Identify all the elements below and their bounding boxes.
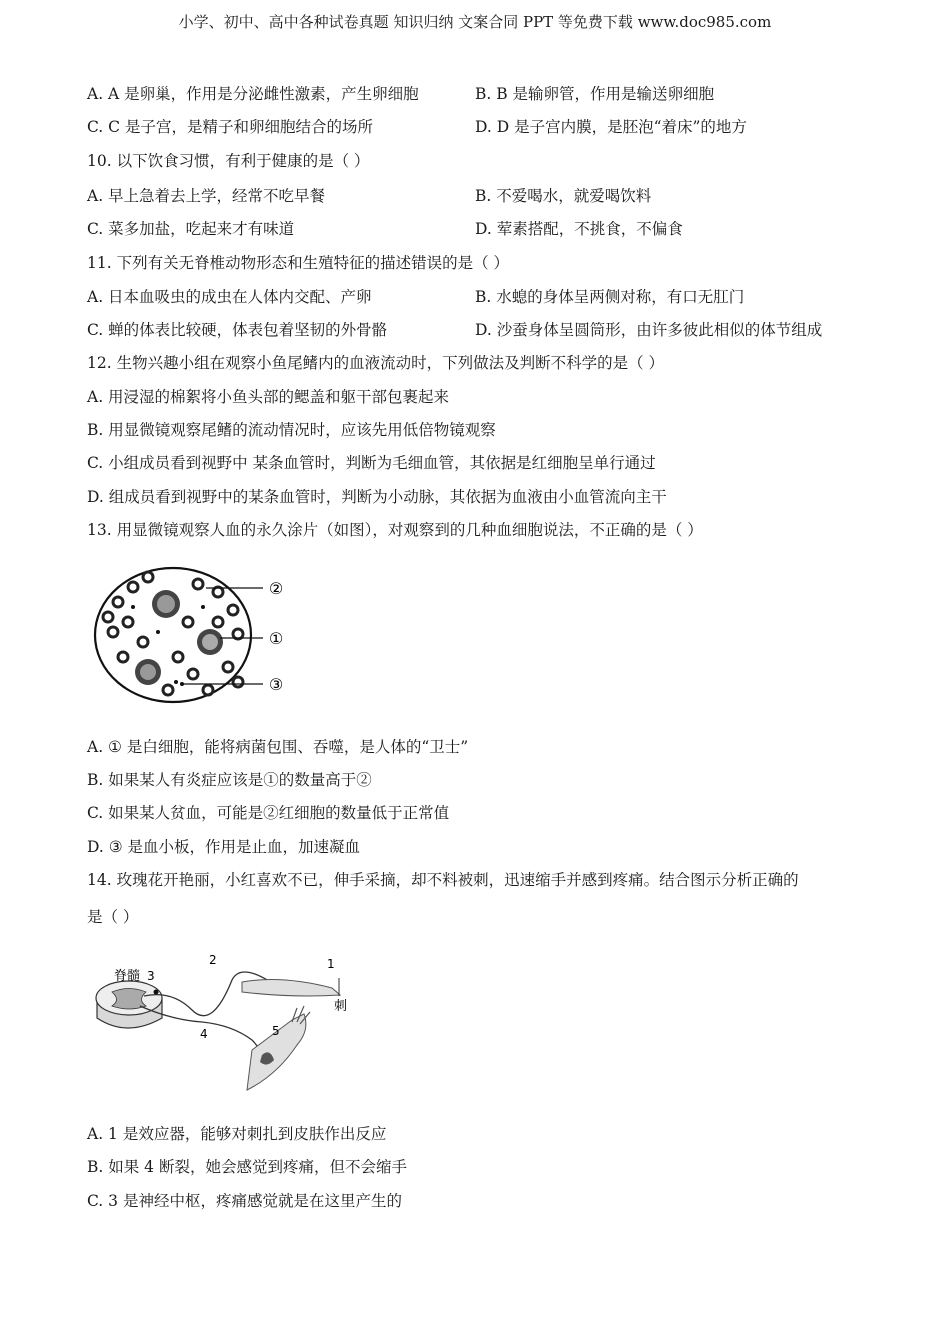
q11-option-d: D. 沙蚕身体呈圆筒形，由许多彼此相似的体节组成: [475, 321, 823, 339]
q12-option-a: A. 用浸湿的棉絮将小鱼头部的鳃盖和躯干部包裹起来: [87, 388, 450, 406]
q11-option-a: A. 日本血吸虫的成虫在人体内交配、产卵: [87, 288, 372, 306]
label-1: 1: [327, 957, 335, 971]
spinal-cord: [96, 981, 162, 1028]
label-2: ②: [268, 579, 284, 598]
q14-option-c: C. 3 是神经中枢，疼痛感觉就是在这里产生的: [87, 1192, 402, 1210]
q10-option-b: B. 不爱喝水，就爱喝饮料: [475, 187, 652, 205]
page-header: 小学、初中、高中各种试卷真题 知识归纳 文案合同 PPT 等免费下载 www.doc985.com: [178, 13, 772, 31]
q13-stem: 13. 用显微镜观察人血的永久涂片（如图），对观察到的几种血细胞说法，不正确的是（ ）: [87, 521, 703, 539]
label-5: 5: [272, 1024, 280, 1038]
q12-option-c: C. 小组成员看到视野中 某条血管时，判断为毛细血管，其依据是红细胞呈单行通过: [87, 454, 656, 472]
q10-stem: 10. 以下饮食习惯，有利于健康的是（ ）: [87, 152, 370, 170]
q13-option-b: B. 如果某人有炎症应该是①的数量高于②: [87, 771, 372, 789]
blood-smear-figure: [88, 562, 298, 712]
upper-arm: [242, 980, 340, 996]
q10-option-d: D. 荤素搭配，不挑食，不偏食: [475, 220, 683, 238]
q11-option-c: C. 蝉的体表比较硬，体表包着坚韧的外骨骼: [87, 321, 388, 339]
spinal-cord-label: 脊髓: [114, 969, 141, 984]
q12-option-b: B. 用显微镜观察尾鳍的流动情况时，应该先用低倍物镜观察: [87, 421, 496, 439]
q9-option-a: A. A 是卵巢，作用是分泌雌性激素，产生卵细胞: [87, 85, 419, 103]
q9-option-d: D. D 是子宫内膜，是胚泡“着床”的地方: [475, 118, 747, 136]
q13-option-d: D. ③ 是血小板，作用是止血，加速凝血: [87, 838, 361, 856]
q9-option-c: C. C 是子宫，是精子和卵细胞结合的场所: [87, 118, 373, 136]
q10-option-c: C. 菜多加盐，吃起来才有味道: [87, 220, 295, 238]
q13-option-a: A. ① 是白细胞，能将病菌包围、吞噬，是人体的“卫士”: [87, 738, 469, 756]
q14-stem-line1: 14. 玫瑰花开艳丽，小红喜欢不已，伸手采摘，却不料被刺，迅速缩手并感到疼痛。结合图示分析正确的: [87, 871, 799, 889]
q14-stem-line2: 是（ ）: [87, 908, 139, 926]
label-2: 2: [209, 953, 217, 967]
reflex-arc-figure: [92, 950, 362, 1095]
label-1: ①: [268, 629, 284, 648]
ganglion-dot: [154, 990, 159, 995]
q11-option-b: B. 水螅的身体呈两侧对称，有口无肛门: [475, 288, 745, 306]
q13-option-c: C. 如果某人贫血，可能是②红细胞的数量低于正常值: [87, 804, 450, 822]
q10-option-a: A. 早上急着去上学，经常不吃早餐: [87, 187, 326, 205]
q12-option-d: D. 组成员看到视野中的某条血管时，判断为小动脉，其依据为血液由小血管流向主干: [87, 488, 667, 506]
q14-option-a: A. 1 是效应器，能够对刺扎到皮肤作出反应: [87, 1125, 387, 1143]
thorn-label: 刺: [334, 999, 348, 1014]
label-3: ③: [268, 675, 284, 694]
q11-stem: 11. 下列有关无脊椎动物形态和生殖特征的描述错误的是（ ）: [87, 254, 510, 272]
label-3: 3: [147, 969, 155, 983]
label-4: 4: [200, 1027, 208, 1041]
q9-option-b: B. B 是输卵管，作用是输送卵细胞: [475, 85, 715, 103]
q12-stem: 12. 生物兴趣小组在观察小鱼尾鳍内的血液流动时，下列做法及判断不科学的是（ ）: [87, 354, 665, 372]
q14-option-b: B. 如果 4 断裂，她会感觉到疼痛，但不会缩手: [87, 1158, 407, 1176]
